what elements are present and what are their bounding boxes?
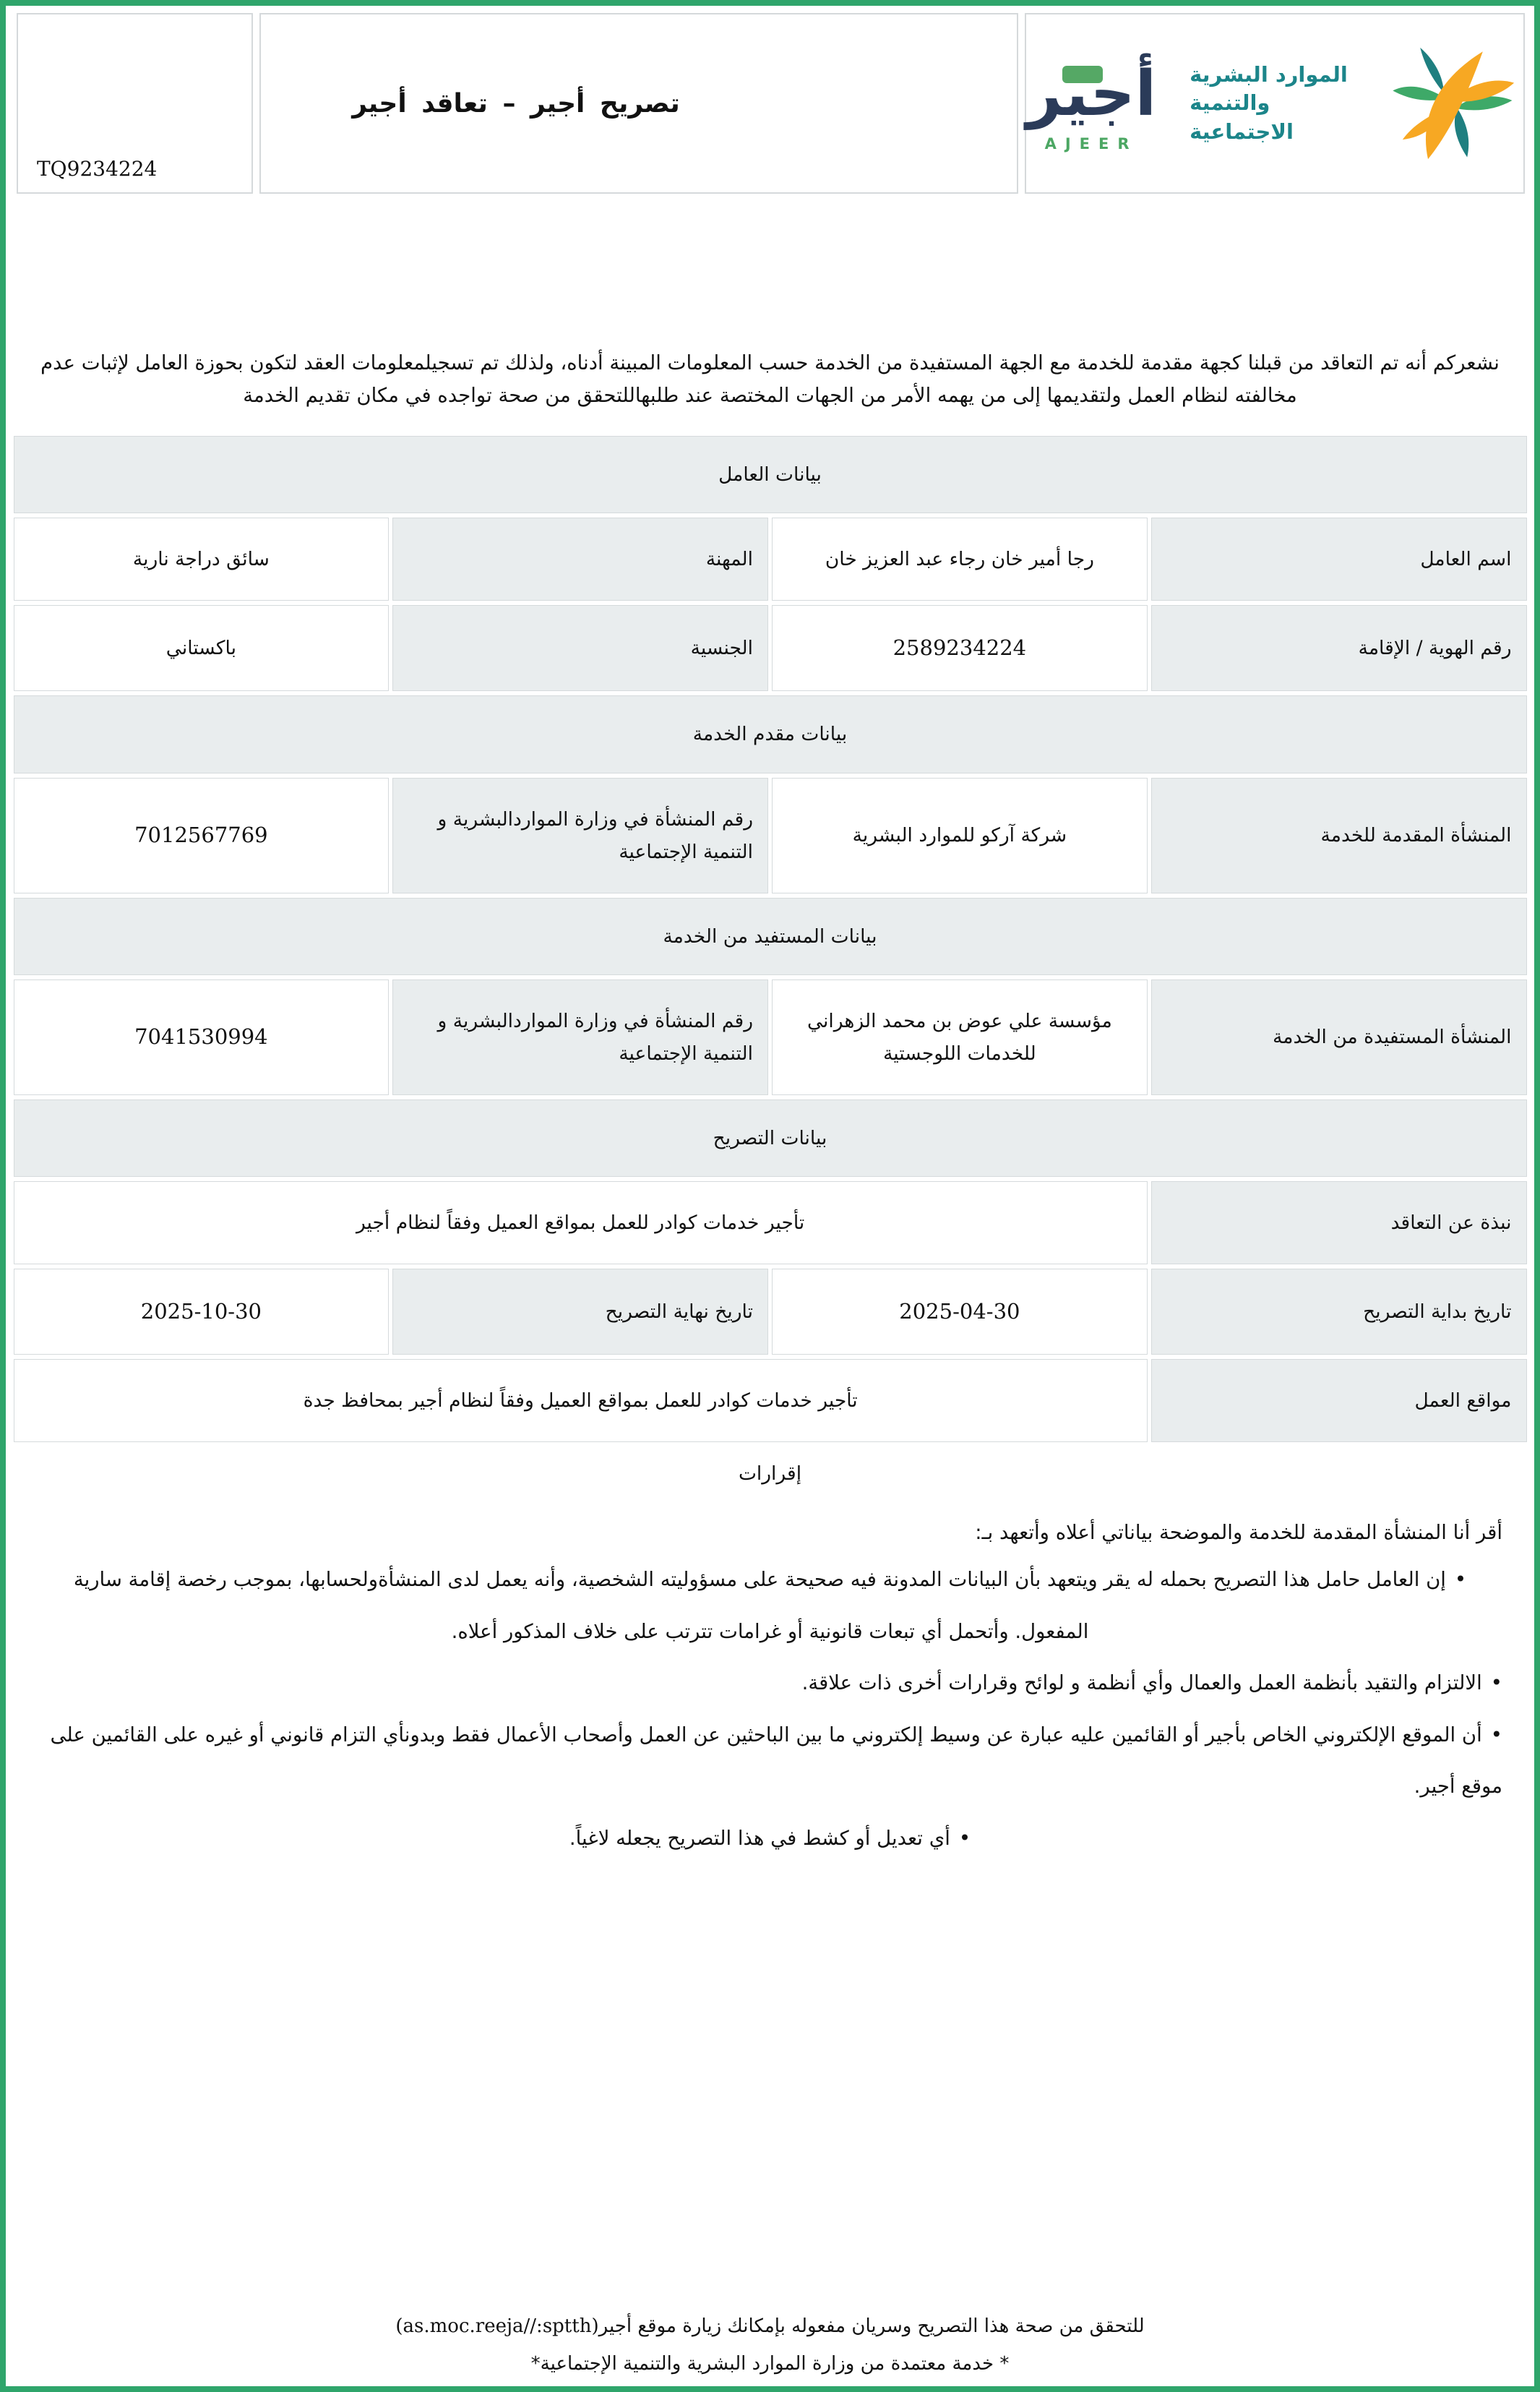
page-title: تصريح أجير – تعاقد أجير — [352, 88, 680, 119]
declaration-item-text: أن الموقع الإلكتروني الخاص بأجير أو القائمين عليه عبارة عن وسيط إلكتروني ما بين الباحثين عن العمل وأصحاب الأعمال فقط وبدونأي التزام قانوني أو غيره على القائمين على موقع أجير. — [50, 1723, 1502, 1799]
id-number-label: رقم الهوية / الإقامة — [1151, 605, 1527, 691]
declarations-list — [38, 1554, 1502, 1864]
ministry-palm-emblem-icon — [1390, 40, 1523, 167]
table-row — [14, 979, 1527, 1095]
declaration-item-text: أي تعديل أو كشط في هذا التصريح يجعله لاغياً. — [569, 1826, 950, 1850]
declaration-item — [38, 1813, 1502, 1865]
ministry-logo — [1190, 40, 1523, 167]
table-row — [14, 898, 1527, 975]
start-date-value: 2025-04-30 — [772, 1269, 1148, 1355]
table-row — [14, 605, 1527, 691]
ajeer-logo-arabic: أجير — [1026, 57, 1157, 130]
table-row — [14, 1269, 1527, 1355]
ajeer-logo — [1026, 57, 1157, 153]
beneficiary-establishment-label: المنشأة المستفيدة من الخدمة — [1151, 979, 1527, 1095]
profession-label: المهنة — [392, 518, 768, 601]
header-permit-number-box — [17, 13, 253, 194]
nationality-label: الجنسية — [392, 605, 768, 691]
ajeer-logo-mark — [1026, 57, 1157, 130]
footer-accredited-note: * خدمة معتمدة من وزارة الموارد البشرية والتنمية الإجتماعية* — [530, 2353, 1010, 2375]
section-header-beneficiary: بيانات المستفيد من الخدمة — [14, 898, 1527, 975]
table-row — [14, 1181, 1527, 1264]
table-row — [14, 436, 1527, 513]
section-header-worker: بيانات العامل — [14, 436, 1527, 513]
intro-paragraph: نشعركم أنه تم التعاقد من قبلنا كجهة مقدمة للخدمة مع الجهة المستفيدة من الخدمة حسب المعلومات المبينة أدناه، ولذلك تم تسجيلمعلومات العقد لتكون بحوزة العامل لإثبات عدم مخالفته لنظام العمل ولتقديمها إلى من يهمه الأمر من الجهات المختصة عند طلبهاللتحقق من صحة تواجده في مكان تقديم الخدمة — [40, 351, 1500, 407]
ministry-name-line2: والتنمية الاجتماعية — [1190, 90, 1294, 144]
id-number-value: 2589234224 — [772, 605, 1148, 691]
provider-establishment-value: شركة آركو للموارد البشرية — [772, 778, 1148, 893]
document-header — [17, 13, 1525, 194]
table-row — [14, 518, 1527, 601]
worker-name-label: اسم العامل — [1151, 518, 1527, 601]
declarations-section — [6, 1462, 1534, 1864]
provider-mol-number-value: 7012567769 — [14, 778, 390, 893]
document-footer — [6, 2315, 1534, 2375]
bullet-icon: • — [1454, 1568, 1467, 1592]
table-row — [14, 1099, 1527, 1177]
footer-verify-line — [6, 2315, 1534, 2337]
footer-verify-text: للتحقق من صحة هذا التصريح وسريان مفعوله بإمكانك زيارة موقع أجير — [598, 2315, 1145, 2337]
beneficiary-establishment-value: مؤسسة علي عوض بن محمد الزهراني للخدمات اللوجستية — [772, 979, 1148, 1095]
declaration-item — [38, 1554, 1502, 1658]
table-row — [14, 695, 1527, 773]
provider-mol-number-label: رقم المنشأة في وزارة المواردالبشرية و التنمية الإجتماعية — [392, 778, 768, 893]
ministry-name-line1: الموارد البشرية — [1190, 62, 1348, 87]
header-title-box — [259, 13, 1018, 194]
section-header-provider: بيانات مقدم الخدمة — [14, 695, 1527, 773]
footer-verify-url: (as.moc.reeja//:sptth) — [395, 2315, 599, 2337]
work-locations-value: تأجير خدمات كوادر للعمل بمواقع العميل وفقاً لنظام أجير بمحافظ جدة — [14, 1359, 1148, 1442]
ajeer-logo-latin: AJEER — [1044, 135, 1138, 153]
end-date-label: تاريخ نهاية التصريح — [392, 1269, 768, 1355]
worker-name-value: رجا أمير خان رجاء عبد العزيز خان — [772, 518, 1148, 601]
nationality-value: باكستاني — [14, 605, 390, 691]
contract-summary-value: تأجير خدمات كوادر للعمل بمواقع العميل وفقاً لنظام أجير — [14, 1181, 1148, 1264]
beneficiary-mol-number-label: رقم المنشأة في وزارة المواردالبشرية و التنمية الإجتماعية — [392, 979, 768, 1095]
declaration-item-text: الالتزام والتقيد بأنظمة العمل والعمال وأي أنظمة و لوائح وقرارات أخرى ذات علاقة. — [801, 1671, 1482, 1695]
permit-number: TQ9234224 — [37, 157, 158, 181]
table-row — [14, 1359, 1527, 1442]
bullet-icon: • — [1490, 1723, 1502, 1746]
beneficiary-mol-number-value: 7041530994 — [14, 979, 390, 1095]
declaration-item — [38, 1710, 1502, 1813]
declaration-item-text: إن العامل حامل هذا التصريح بحمله له يقر ويتعهد بأن البيانات المدونة فيه صحيحة على مسؤوليته الشخصية، وأنه يعمل لدى المنشأةولحسابها، بموجب رخصة إقامة سارية المفعول. وأتحمل أي تبعات قانونية أو غرامات تترتب على خلاف المذكور أعلاه. — [73, 1568, 1446, 1643]
header-logo-box — [1025, 13, 1525, 194]
section-header-permit: بيانات التصريح — [14, 1099, 1527, 1177]
end-date-value: 2025-10-30 — [14, 1269, 390, 1355]
table-row — [14, 778, 1527, 893]
profession-value: سائق دراجة نارية — [14, 518, 390, 601]
ministry-name — [1190, 61, 1380, 145]
bullet-icon: • — [1490, 1671, 1502, 1695]
provider-establishment-label: المنشأة المقدمة للخدمة — [1151, 778, 1527, 893]
work-locations-label: مواقع العمل — [1151, 1359, 1527, 1442]
contract-summary-label: نبذة عن التعاقد — [1151, 1181, 1527, 1264]
declarations-intro: أقر أنا المنشأة المقدمة للخدمة والموضحة بياناتي أعلاه وأتعهد بـ: — [975, 1521, 1502, 1545]
declarations-heading: إقرارات — [738, 1462, 802, 1486]
start-date-label: تاريخ بداية التصريح — [1151, 1269, 1527, 1355]
bullet-icon: • — [958, 1826, 971, 1850]
declaration-item — [38, 1658, 1502, 1710]
permit-table — [10, 432, 1531, 1446]
